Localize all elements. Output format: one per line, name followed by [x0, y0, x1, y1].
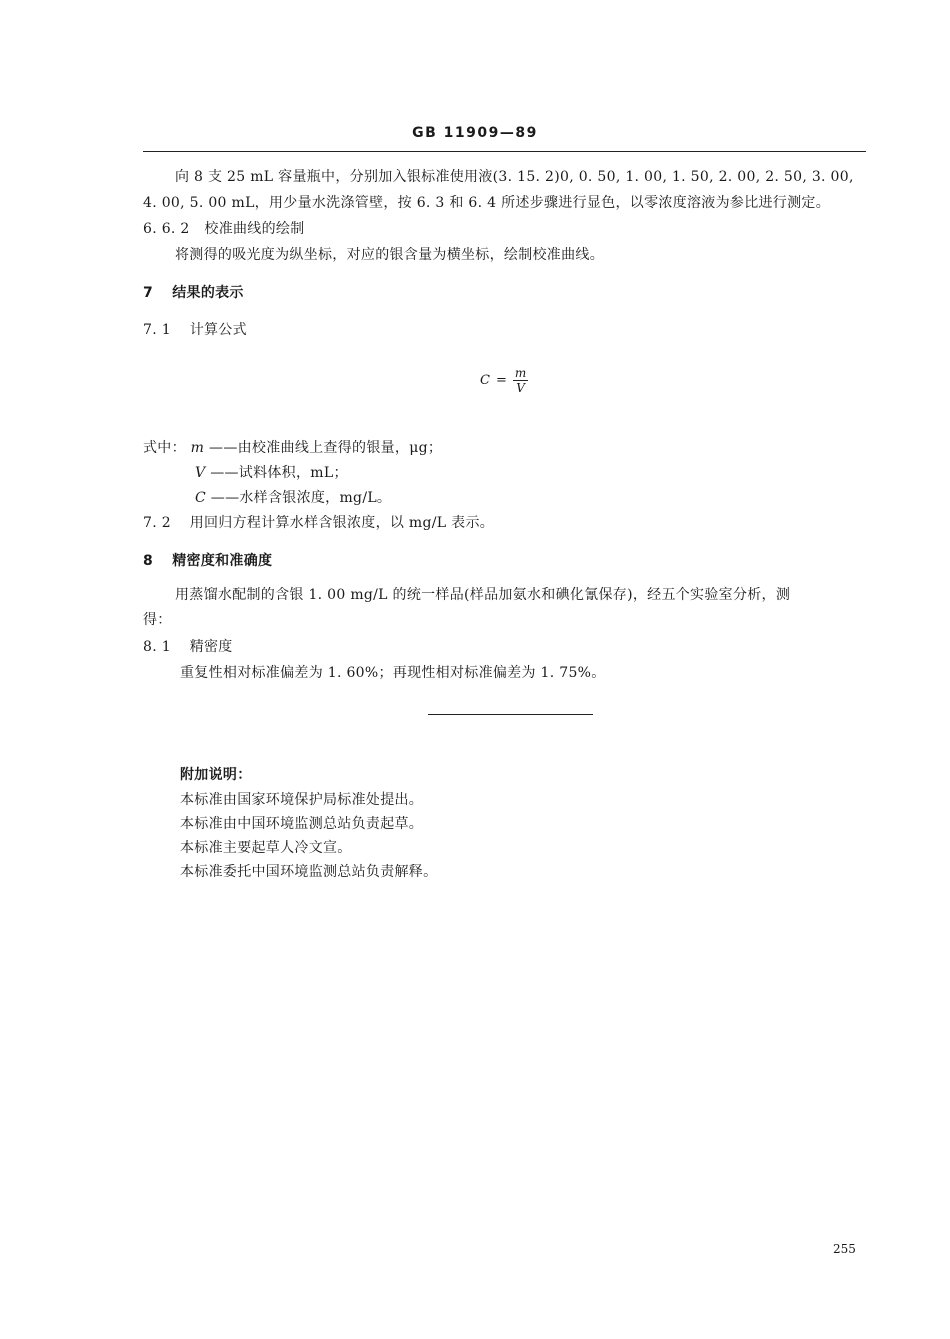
section-title: 结果的表示 [172, 285, 244, 301]
where-line-m [143, 437, 442, 457]
section-number: 8. 1 [143, 639, 171, 655]
notes-line-2: 本标准由中国环境监测总站负责起草。 [180, 816, 424, 832]
paragraph-6-6-1-line1: 向 8 支 25 mL 容量瓶中，分别加入银标准使用液(3. 15. 2)0, 0. 50, 1. 00, 1. 50, 2. 00, 2. 50, 3. 00, [175, 169, 854, 185]
page-number: 255 [833, 1242, 856, 1256]
formula-fraction [513, 366, 528, 395]
section-number: 7 [143, 285, 154, 301]
where-label: 式中： [143, 440, 186, 456]
section-7-2 [143, 512, 494, 532]
paragraph-8-intro-line2: 得： [143, 612, 172, 628]
section-7-1-heading [143, 319, 247, 339]
section-number: 6. 6. 2 [143, 221, 190, 237]
section-number: 7. 2 [143, 515, 171, 531]
paragraph-8-1: 重复性相对标准偏差为 1. 60%；再现性相对标准偏差为 1. 75%。 [180, 665, 606, 681]
where-var-v: V [195, 465, 206, 481]
section-text: 用回归方程计算水样含银浓度，以 mg/L 表示。 [189, 515, 495, 531]
section-title: 校准曲线的绘制 [204, 221, 305, 237]
where-desc-v: ——试料体积，mL； [210, 465, 348, 481]
section-title: 精密度和准确度 [172, 553, 273, 569]
section-7-heading [143, 282, 244, 302]
document-header: GB 11909—89 [412, 125, 538, 141]
separator-rule [428, 714, 593, 715]
formula-lhs: C [480, 373, 490, 388]
paragraph-8-intro-line1: 用蒸馏水配制的含银 1. 00 mg/L 的统一样品(样品加氨水和碘化氰保存)，经五个实验室分析，测 [175, 587, 791, 603]
where-var-m: m [190, 440, 205, 456]
where-var-c: C [195, 490, 207, 506]
where-line-c [195, 487, 391, 507]
formula [480, 366, 528, 395]
where-desc-m: ——由校准曲线上查得的银量，μg； [209, 440, 443, 456]
section-title: 计算公式 [189, 322, 247, 338]
section-8-1-heading [143, 636, 233, 656]
where-desc-c: ——水样含银浓度，mg/L。 [210, 490, 392, 506]
notes-title: 附加说明： [180, 767, 252, 783]
section-6-6-2-heading [143, 218, 305, 238]
header-rule [143, 151, 866, 152]
formula-equals: = [495, 373, 507, 388]
section-number: 8 [143, 553, 154, 569]
section-title: 精密度 [189, 639, 233, 655]
notes-line-3: 本标准主要起草人冷文宣。 [180, 840, 352, 856]
section-number: 7. 1 [143, 322, 171, 338]
formula-numerator: m [514, 366, 527, 380]
notes-line-1: 本标准由国家环境保护局标准处提出。 [180, 792, 424, 808]
section-8-heading [143, 550, 272, 570]
where-line-v [195, 462, 348, 482]
notes-line-4: 本标准委托中国环境监测总站负责解释。 [180, 864, 438, 880]
paragraph-6-6-2: 将测得的吸光度为纵坐标，对应的银含量为横坐标，绘制校准曲线。 [175, 247, 604, 263]
paragraph-6-6-1-line2: 4. 00, 5. 00 mL，用少量水洗涤管壁，按 6. 3 和 6. 4 所述步骤进行显色，以零浓度溶液为参比进行测定。 [143, 195, 830, 211]
formula-denominator: V [516, 381, 525, 395]
